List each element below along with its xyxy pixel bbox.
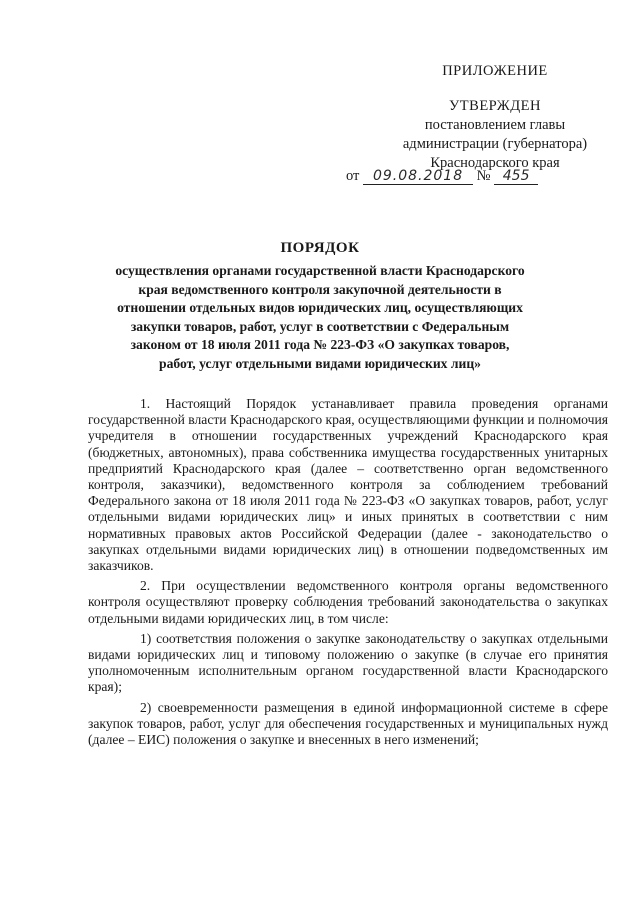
order-reference (346, 168, 606, 185)
order-number-label: № (476, 168, 491, 184)
order-number: 455 (494, 168, 538, 185)
approved-label: УТВЕРЖДЕН (449, 98, 541, 114)
paragraph: 1. Настоящий Порядок устанавливает правила проведения органами государственной власти Краснодарского края, осуществляющими функции и полномочия учредителя в отношении государственных учреждений Краснодарского края (бюджетных, автономных), права собственника имущества государственных унитарных предприятий Краснодарского края (далее – соответственно орган ведомственного контроля, заказчики), ведомственного контроля за соблюдением требований Федерального закона от 18 июля 2011 года № 223-ФЗ «О закупках товаров, работ, услуг отдельными видами юридических лиц» и иных принятых в соответствии с ним нормативных правовых актов Российской Федерации (далее - законодательство о закупках отдельными видами юридических лиц) в отношении подведомственных им заказчиков. (88, 396, 608, 574)
paragraph: 1) соответствия положения о закупке законодательству о закупках отдельными видами юридических лиц и типовому положению о закупке (в случае его принятия уполномоченным исполнительным органом государственной власти Краснодарского края); (88, 630, 608, 695)
approval-line: Краснодарского края (430, 155, 560, 171)
approval-header (390, 62, 600, 173)
document-subtitle: осуществления органами государственной власти Краснодарского края ведомственного контроля закупочной деятельности в отношении отдельных видов юридических лиц, осуществляющих закупки товаров, работ, услуг в соответствии с Федеральным законом от 18 июля 2011 года № 223-ФЗ «О закупках товаров, работ, услуг отдельными видами юридических лиц» (115, 263, 525, 371)
paragraph: 2. При осуществлении ведомственного контроля органы ведомственного контроля осуществляют проверку соблюдения требований законодательства о закупках отдельными видами юридических лиц, в том числе: (88, 578, 608, 626)
document-title: ПОРЯДОК (280, 240, 360, 256)
order-from-label: от (346, 168, 360, 184)
appendix-label: ПРИЛОЖЕНИЕ (442, 63, 548, 79)
approval-line: администрации (губернатора) (402, 136, 588, 152)
approval-line: постановлением главы (424, 117, 566, 133)
paragraph: 2) своевременности размещения в единой информационной системе в сфере закупок товаров, работ, услуг для обеспечения государственных и муниципальных нужд (далее – ЕИС) положения о закупке и внесенных в него изменений; (88, 699, 608, 748)
document-body (88, 396, 608, 752)
order-date: 09.08.2018 (363, 168, 473, 185)
